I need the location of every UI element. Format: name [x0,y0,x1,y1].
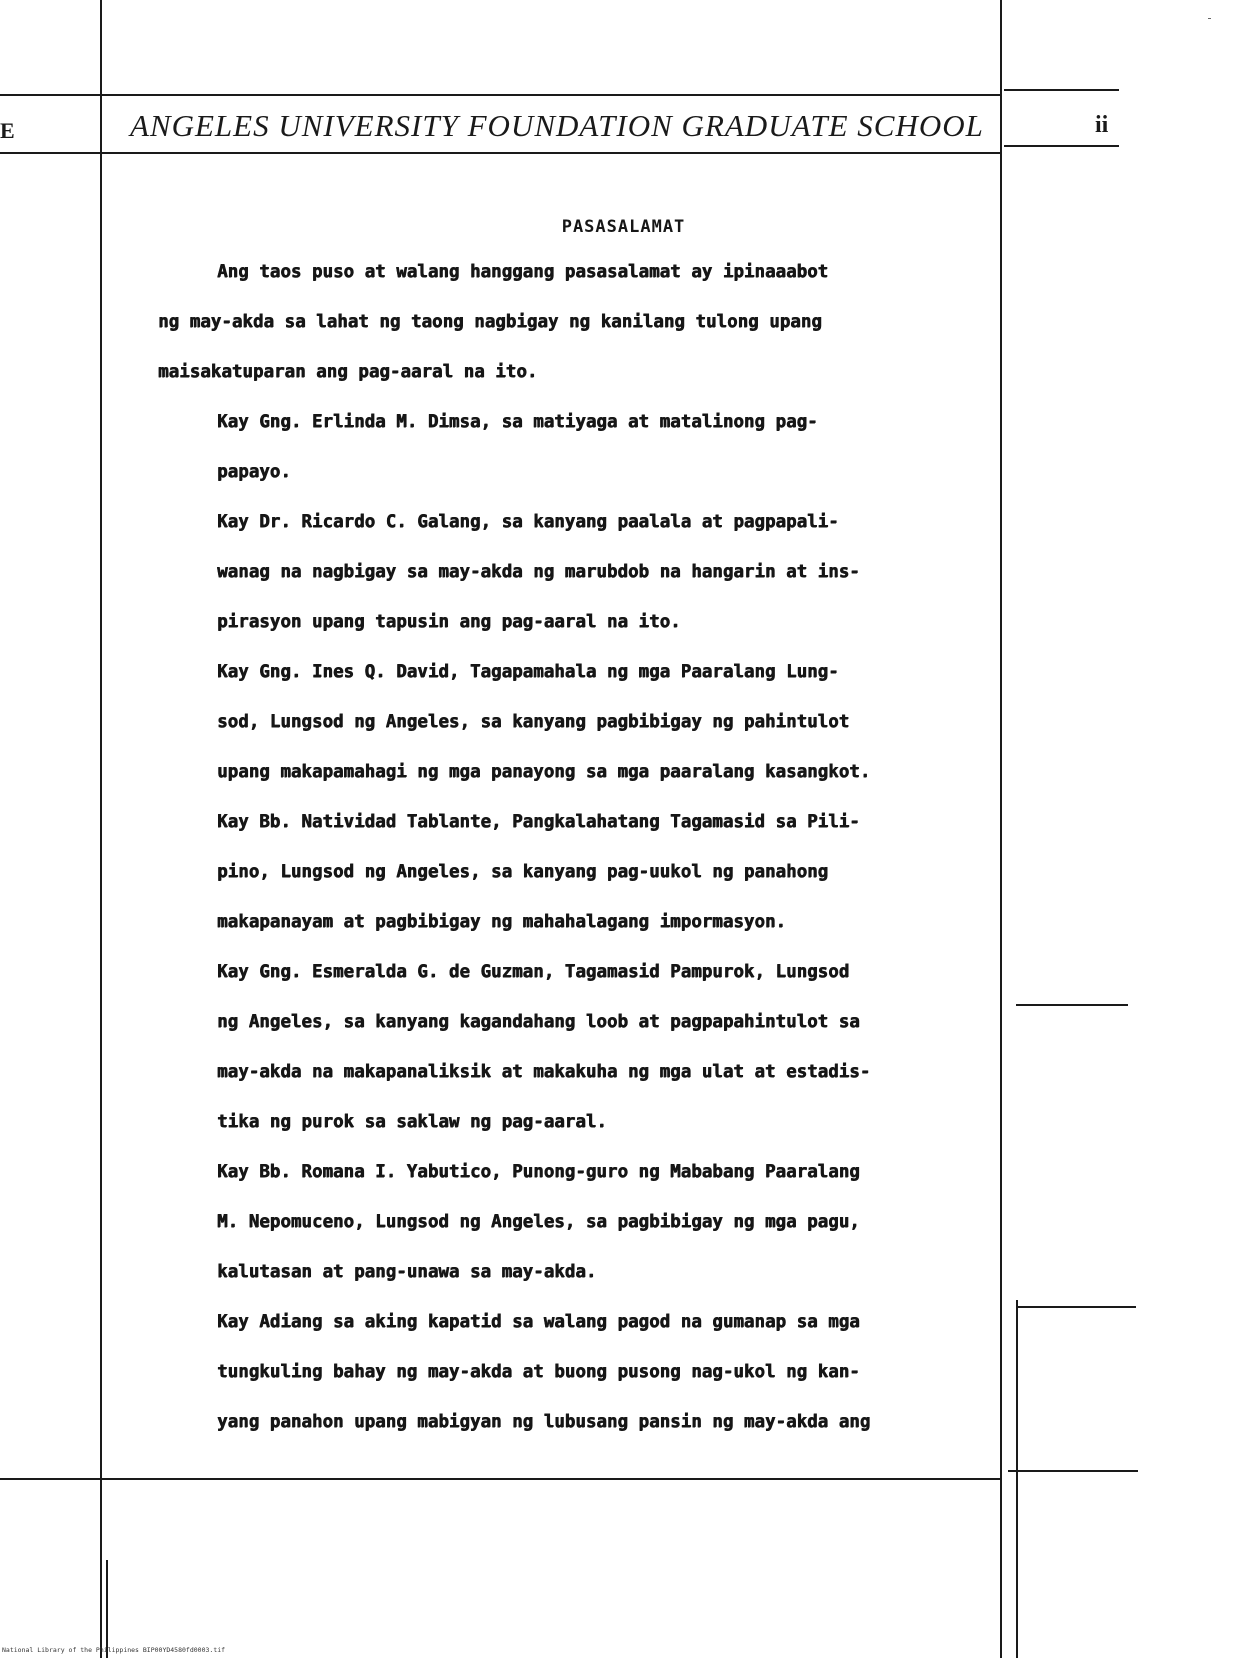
text-line: Kay Bb. Natividad Tablante, Pangkalahatang Tagamasid sa Pili- [217,812,860,832]
text-line: M. Nepomuceno, Lungsod ng Angeles, sa pagbibigay ng mga pagu, [217,1212,860,1232]
text-line: tungkuling bahay ng may-akda at buong pusong nag-ukol ng kan- [217,1362,860,1382]
text-line: Kay Dr. Ricardo C. Galang, sa kanyang paalala at pagpapali- [217,512,839,532]
left-edge-letter: E [0,118,15,143]
page-header-title: ANGELES UNIVERSITY FOUNDATION GRADUATE SCHOOL [130,108,984,143]
text-line: Kay Gng. Erlinda M. Dimsa, sa matiyaga at matalinong pag- [217,412,818,432]
right-lower-rule [1016,1306,1136,1308]
document-heading: PASASALAMAT [561,217,686,237]
text-line: Kay Gng. Ines Q. David, Tagapamahala ng mga Paaralang Lung- [217,662,839,682]
text-line: pino, Lungsod ng Angeles, sa kanyang pag-uukol ng panahong [217,862,829,882]
footer-right-rule [1008,1470,1138,1472]
text-line: may-akda na makapanaliksik at makakuha ng mga ulat at estadis- [217,1062,871,1082]
text-line: Kay Adiang sa aking kapatid sa walang pagod na gumanap sa mga [217,1312,860,1332]
text-line: makapanayam at pagbibigay ng mahahalagang impormasyon. [217,912,786,932]
text-line: ng Angeles, sa kanyang kagandahang loob at pagpapahintulot sa [217,1012,860,1032]
text-line: upang makapamahagi ng mga panayong sa mga paaralang kasangkot. [217,762,871,782]
header-right-bottom-rule [1004,145,1119,147]
text-line: Kay Bb. Romana I. Yabutico, Punong-guro ng Mababang Paaralang [217,1162,860,1182]
text-line: maisakatuparan ang pag-aaral na ito. [158,362,538,382]
header-right-top-rule [1004,89,1119,91]
text-line: sod, Lungsod ng Angeles, sa kanyang pagbibigay ng pahintulot [217,712,850,732]
bottom-left-stub-rule [106,1560,108,1658]
text-line: kalutasan at pang-unawa sa may-akda. [217,1262,597,1282]
left-margin-rule [100,0,102,1658]
text-line: Kay Gng. Esmeralda G. de Guzman, Tagamasid Pampurok, Lungsod [217,962,850,982]
header-top-rule [0,94,1000,96]
header-bottom-rule [0,152,1000,154]
right-margin-rule [1000,0,1002,1658]
text-line: papayo. [217,462,291,482]
text-line: ng may-akda sa lahat ng taong nagbigay ng kanilang tulong upang [158,312,822,332]
text-line: tika ng purok sa saklaw ng pag-aaral. [217,1112,607,1132]
text-line: yang panahon upang mabigyan ng lubusang pansin ng may-akda ang [217,1412,871,1432]
scan-speck [1208,18,1211,19]
footer-rule [0,1478,1000,1480]
right-outer-rule [1016,1300,1018,1658]
scan-footer-caption: National Library of the Philippines BIP00YD4580fd0003.tif [2,1646,226,1654]
page-number: ii [1095,112,1109,138]
text-line: wanag na nagbigay sa may-akda ng marubdob na hangarin at ins- [217,562,860,582]
text-line: Ang taos puso at walang hanggang pasasalamat ay ipinaaabot [217,262,829,282]
right-mid-rule [1016,1004,1128,1006]
text-line: pirasyon upang tapusin ang pag-aaral na ito. [217,612,681,632]
